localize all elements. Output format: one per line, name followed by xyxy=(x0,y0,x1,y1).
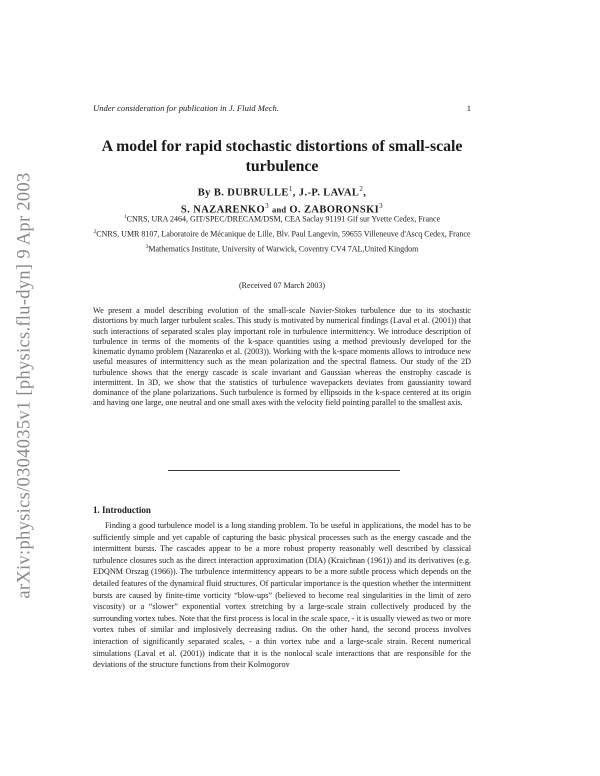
affiliation-text: CNRS, URA 2464, GIT/SPEC/DRECAM/DSM, CEA Saclay 91191 Gif sur Yvette Cedex, France xyxy=(126,214,441,224)
received-date: (Received 07 March 2003) xyxy=(239,281,325,290)
introduction-paragraph: Finding a good turbulence model is a long standing problem. To be useful in applications, the model has to be sufficiently simple and yet capable of capturing the basic physical processes such as the energy cascade and the intermittent bursts. The cascades appear to be a more robust property reasonably well described by classical turbulence closures such as the direct interaction approximation (DIA) (Kraichnan (1961)) and its derivatives (e.g. EDQNM Orszag (1966)). The turbulence intermittency appears to be a more subtle process which depends on the detailed features of the dynamical fluid structures. Of particular importance is the question whether the intermittent bursts are caused by finite-time vorticity “blow-ups” (believed to become real singularities in the limit of zero viscosity) or a “slower” exponential vortex stretching by a large-scale strain collectively produced by the surrounding vortex tubes. Note that the first process is local in the scale space, - it is usually viewed as two or more vortex tubes of similar and implosively decreasing radius. On the other hand, the second process involves interaction of significantly separated scales, - a thin vortex tube and a large-scale strain. Recent numerical simulations (Laval et al. (2001)) indicate that it is the nonlocal scale interactions that are responsible for the deviations of the structure functions from their Kolmogorov xyxy=(93,521,471,670)
affiliation xyxy=(93,212,471,225)
section-heading: 1. Introduction xyxy=(93,505,151,515)
affiliation xyxy=(93,227,471,240)
arxiv-identifier: arXiv:physics/0304035v1 [physics.flu-dyn] 9 Apr 2003 xyxy=(14,171,35,599)
author-affiliation-mark: 2 xyxy=(359,185,364,193)
abstract-divider xyxy=(168,470,400,471)
author-affiliation-mark: 3 xyxy=(379,202,384,210)
introduction-body xyxy=(93,520,471,671)
author-separator: , xyxy=(363,187,367,199)
author-name: S. NAZARENKO xyxy=(180,204,266,216)
author-name: J.-P. LAVAL xyxy=(298,187,360,199)
affiliation-mark: 1 xyxy=(123,214,127,220)
author-separator: , xyxy=(292,187,296,199)
by-label: By xyxy=(197,187,211,199)
affiliation-mark: 2 xyxy=(93,229,97,236)
author-name: B. DUBRULLE xyxy=(213,187,289,199)
affiliations xyxy=(93,212,471,257)
arxiv-margin-stamp xyxy=(10,150,40,620)
abstract: We present a model describing evolution of the small-scale Navier-Stokes turbulence due to its stochastic distortions by much larger turbulent scales. This study is motivated by numerical findings (Laval et al. (2001)) that such interactions of separated scales play important role in turbulence intermittency. We introduce description of turbulence in terms of the moments of the k-space quantities using a method previously developed for the kinematic dynamo problem (Nazarenko et al. (2003)). Working with the k-space moments allows to introduce new useful measures of intermittency such as the mean polarization and the spectral flatness. Our study of the 2D turbulence shows that the energy cascade is scale invariant and Gaussian whereas the enstrophy cascade is intermittent. In 3D, we show that the statistics of turbulence wavepackets deviates from gaussianity toward dominance of the plane polarizations. Such turbulence is formed by ellipsoids in the k-space centered at its origin and having one large, one neutral and one small axes with the velocity field pointing parallel to the smallest axis. xyxy=(93,306,471,408)
author-affiliation-mark: 3 xyxy=(265,202,269,210)
journal-note: Under consideration for publication in J. Fluid Mech. xyxy=(93,103,279,113)
affiliation-text: Mathematics Institute, University of Warwick, Coventry CV4 7AL,United Kingdom xyxy=(148,244,419,254)
paper-title: A model for rapid stochastic distortions of small-scale turbulence xyxy=(101,138,463,175)
affiliation-text: CNRS, UMR 8107, Laboratoire de Mécanique de Lille, Blv. Paul Langevin, 59655 Villeneuve d'Ascq Cedex, France xyxy=(96,229,471,239)
page-number: 1 xyxy=(466,103,471,113)
author-name: O. ZABORONSKI xyxy=(289,204,380,216)
affiliation xyxy=(93,242,471,255)
affiliation-mark: 3 xyxy=(145,244,149,251)
author-affiliation-mark: 1 xyxy=(288,185,293,193)
running-head xyxy=(93,103,471,113)
author-conjunction: and xyxy=(272,204,287,215)
